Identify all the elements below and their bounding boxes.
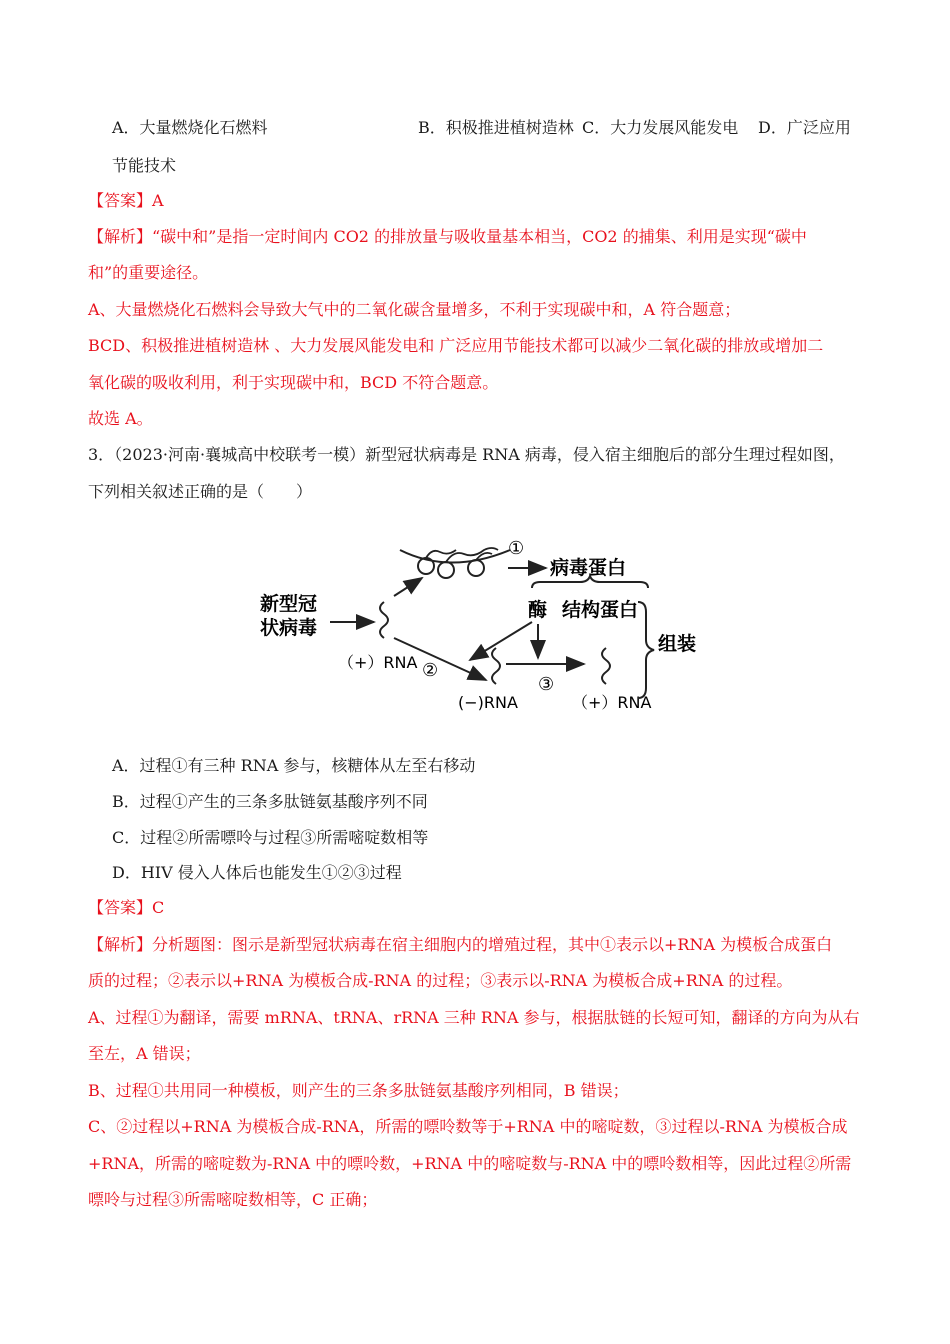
q2-option-a: A．大量燃烧化石燃料 [112,118,268,137]
viral-protein-label: 病毒蛋白 [550,557,627,579]
structural-protein-label: 结构蛋白 [562,599,639,621]
q3-analysis-line: 嘌呤与过程③所需嘧啶数相等，C 正确； [88,1190,378,1209]
polypeptide-chains [426,548,498,562]
ribosomes [418,558,484,578]
mrna-strand [400,550,510,563]
enzyme-label: 酶 [528,599,548,621]
plus-rna-left-label: （+）RNA [338,653,418,672]
q2-option-d: D．广泛应用 [758,118,851,137]
q2-answer: 【答案】A [88,191,164,210]
q2-analysis-line: BCD、积极推进植树造林 、大力发展风能发电和 广泛应用节能技术都可以减少二氧化碳的排放或增加二 [88,336,824,355]
q2-analysis-line: 和”的重要途径。 [88,263,209,282]
q3-analysis-line: 至左，A 错误； [88,1044,201,1063]
arrow-rna-to-translation [394,578,422,596]
assembly-label: 组装 [658,633,697,655]
q3-stem-line: 下列相关叙述正确的是（ ） [88,482,313,501]
circle-1-label: ① [508,538,525,559]
q3-stem-line: 3．（2023·河南·襄城高中校联考一模）新型冠状病毒是 RNA 病毒，侵入宿主细胞后的部分生理过程如图， [88,445,845,464]
minus-rna-label: (−)RNA [458,693,518,712]
q3-option-d: D．HIV 侵入人体后也能发生①②③过程 [112,863,402,882]
virus-replication-diagram [250,530,710,720]
q3-answer: 【答案】C [88,898,165,917]
q3-analysis-line: C、②过程以+RNA 为模板合成-RNA，所需的嘌呤数等于+RNA 中的嘧啶数，③过程以-RNA 为模板合成 [88,1117,848,1136]
plus-rna-strand-right [602,648,610,684]
brace-assembly [638,602,654,698]
virus-label-line2: 状病毒 [260,617,318,639]
q2-analysis-line: A、大量燃烧化石燃料会导致大气中的二氧化碳含量增多，不利于实现碳中和，A 符合题意； [88,300,741,319]
q2-option-b: B．积极推进植树造林 [418,118,574,137]
q2-option-c: C．大力发展风能发电 [582,118,739,137]
q3-analysis-line: B、过程①共用同一种模板，则产生的三条多肽链氨基酸序列相同，B 错误； [88,1081,629,1100]
plus-rna-right-label: （+）RNA [572,693,652,712]
q2-analysis-line: 氧化碳的吸收利用，利于实现碳中和，BCD 不符合题意。 [88,373,499,392]
minus-rna-strand [492,648,500,684]
q3-option-b: B．过程①产生的三条多肽链氨基酸序列不同 [112,792,428,811]
q3-analysis-line: A、过程①为翻译，需要 mRNA、tRNA、rRNA 三种 RNA 参与，根据肽链的长短可知，翻译的方向为从右 [88,1008,860,1027]
q3-option-c: C．过程②所需嘌呤与过程③所需嘧啶数相等 [112,828,429,847]
q2-analysis-line: 【解析】“碳中和”是指一定时间内 CO2 的排放量与吸收量基本相当，CO2 的捕集、利用是实现“碳中 [88,227,807,246]
circle-3-label: ③ [538,674,555,695]
plus-rna-strand-left [380,602,388,638]
arrow-enzyme-to-process-2 [470,622,532,660]
q3-analysis-line: 质的过程；②表示以+RNA 为模板合成-RNA 的过程；③表示以-RNA 为模板合成+RNA 的过程。 [88,971,793,990]
q2-option-d-continued: 节能技术 [112,156,177,175]
q3-analysis-line: 【解析】分析题图：图示是新型冠状病毒在宿主细胞内的增殖过程，其中①表示以+RNA 为模板合成蛋白 [88,935,833,954]
q3-option-a: A．过程①有三种 RNA 参与，核糖体从左至右移动 [112,756,476,775]
virus-label-line1: 新型冠 [260,593,318,615]
circle-2-label: ② [422,660,439,681]
q2-analysis-line: 故选 A。 [88,409,153,428]
q3-analysis-line: +RNA，所需的嘧啶数为-RNA 中的嘌呤数，+RNA 中的嘧啶数与-RNA 中的嘌呤数相等，因此过程②所需 [88,1154,852,1173]
